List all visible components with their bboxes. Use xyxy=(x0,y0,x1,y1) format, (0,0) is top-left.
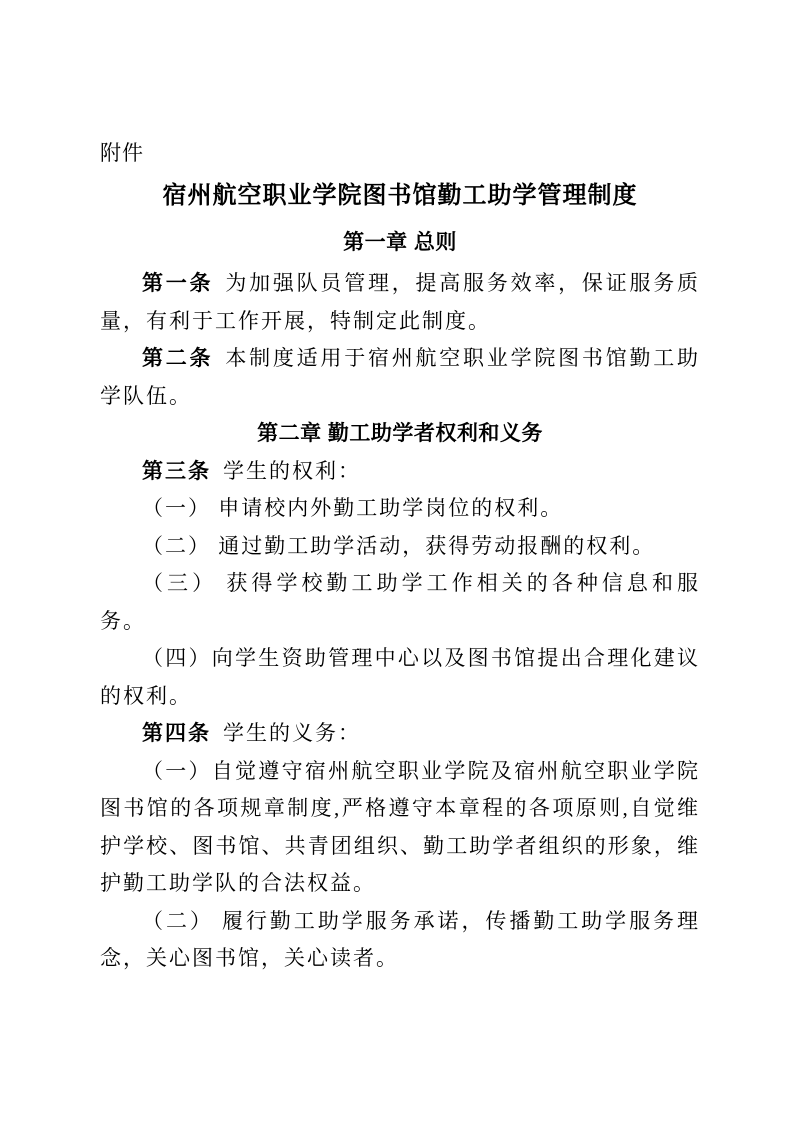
article-2 xyxy=(100,340,700,415)
attachment-label: 附件 xyxy=(100,142,144,165)
article-1-text: 为加强队员管理，提高服务效率，保证服务质量，有利于工作开展，特制定此制度。 xyxy=(100,271,701,333)
article-1-number: 第一条 xyxy=(142,271,214,295)
article-4-item-2 xyxy=(100,903,700,978)
chapter-2-heading: 第二章 勤工助学者权利和义务 xyxy=(257,422,543,445)
article-3-item-4-text: （四）向学生资助管理中心以及图书馆提出合理化建议的权利。 xyxy=(100,646,700,708)
article-4 xyxy=(100,715,700,753)
article-3 xyxy=(100,453,700,491)
article-3-item-1-text: （一） 申请校内外勤工助学岗位的权利。 xyxy=(142,496,564,520)
article-1 xyxy=(100,265,700,340)
article-4-item-1 xyxy=(100,753,700,903)
article-4-text: 学生的义务： xyxy=(223,721,361,745)
article-3-text: 学生的权利： xyxy=(223,458,361,483)
article-2-number: 第二条 xyxy=(142,346,214,370)
document-content xyxy=(100,135,700,978)
article-3-item-2 xyxy=(100,528,700,566)
document-title: 宿州航空职业学院图书馆勤工助学管理制度 xyxy=(162,183,638,209)
article-3-item-3 xyxy=(100,565,700,640)
article-3-number: 第三条 xyxy=(142,458,211,483)
article-3-item-3-text: （三） 获得学校勤工助学工作相关的各种信息和服务。 xyxy=(100,571,700,633)
article-4-item-1-text: （一）自觉遵守宿州航空职业学院及宿州航空职业学院图书馆的各项规章制度,严格遵守本章程的各项原则,自觉维护学校、图书馆、共青团组织、勤工助学者组织的形象，维护勤工助学队的合法权益。 xyxy=(100,758,700,895)
document-body xyxy=(100,265,700,978)
chapter-1-heading: 第一章 总则 xyxy=(343,231,457,254)
article-2-text: 本制度适用于宿州航空职业学院图书馆勤工助学队伍。 xyxy=(100,346,701,408)
article-3-item-2-text: （二） 通过勤工助学活动，获得劳动报酬的权利。 xyxy=(142,533,656,558)
article-4-number: 第四条 xyxy=(142,721,211,745)
article-3-item-1 xyxy=(100,490,700,528)
article-3-item-4 xyxy=(100,640,700,715)
article-4-item-2-text: （二） 履行勤工助学服务承诺，传播勤工助学服务理念，关心图书馆，关心读者。 xyxy=(100,908,700,970)
